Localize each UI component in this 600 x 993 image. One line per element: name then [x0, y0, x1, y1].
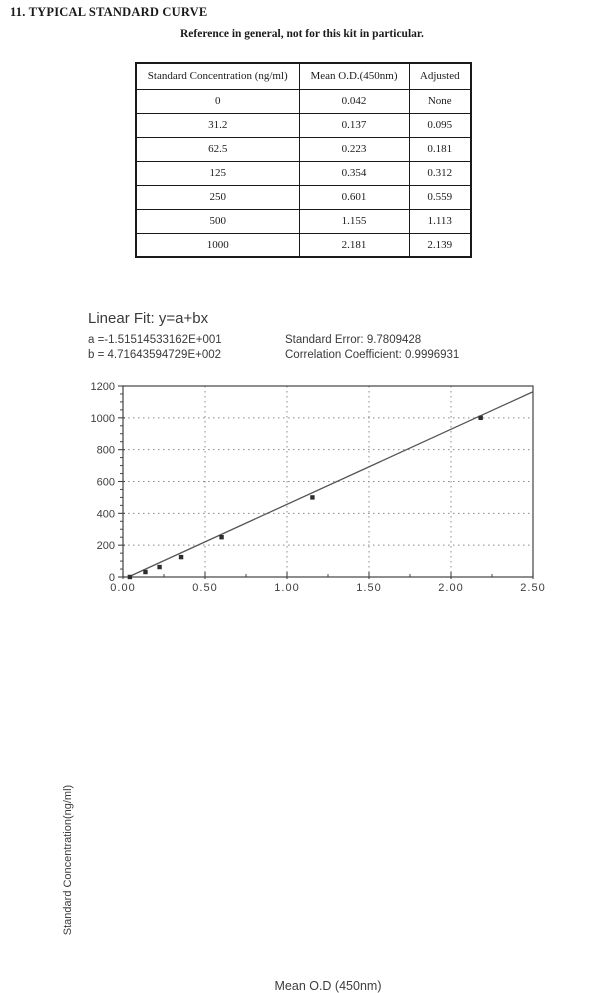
- table-cell: 31.2: [136, 113, 299, 137]
- table-row: [136, 185, 471, 209]
- linear-fit-title: Linear Fit: y=a+bx: [88, 310, 209, 327]
- data-point: [157, 565, 161, 569]
- fit-slope-b: b = 4.71643594729E+002: [88, 349, 222, 361]
- data-point: [143, 570, 147, 574]
- x-tick-label: 0.50: [192, 582, 218, 594]
- table-cell: 0.223: [299, 137, 409, 161]
- y-tick-label: 1200: [90, 381, 115, 393]
- table-cell: 0.312: [409, 161, 471, 185]
- y-tick-label: 800: [96, 444, 115, 457]
- page-title: 11. TYPICAL STANDARD CURVE: [10, 5, 208, 19]
- y-tick-label: 600: [96, 476, 115, 489]
- x-axis-title: Mean O.D (450nm): [274, 979, 382, 993]
- table-header-concentration: Standard Concentration (ng/ml): [136, 63, 299, 89]
- table-cell: 1000: [136, 233, 299, 257]
- y-tick-label: 0: [108, 572, 115, 584]
- table-row: [136, 209, 471, 233]
- table-row: [136, 113, 471, 137]
- table-cell: 1.155: [299, 209, 409, 233]
- table-cell: 0: [136, 89, 299, 113]
- table-cell: 0.559: [409, 185, 471, 209]
- x-tick-label: 2.50: [520, 582, 546, 594]
- chart-canvas: [0, 378, 600, 630]
- y-tick-label: 200: [96, 540, 115, 553]
- table-cell: 0.137: [299, 113, 409, 137]
- table-cell: None: [409, 89, 471, 113]
- data-point: [128, 575, 132, 579]
- table-cell: 500: [136, 209, 299, 233]
- table-header-row: [136, 63, 471, 89]
- table-cell: 0.042: [299, 89, 409, 113]
- data-point: [478, 416, 482, 420]
- fit-intercept-a: a =-1.51514533162E+001: [88, 334, 222, 346]
- y-axis-title: Standard Concentration(ng/ml): [62, 784, 74, 936]
- table-cell: 2.139: [409, 233, 471, 257]
- table-cell: 62.5: [136, 137, 299, 161]
- fit-standard-error: Standard Error: 9.7809428: [285, 334, 422, 346]
- table-cell: 250: [136, 185, 299, 209]
- table-row: [136, 233, 471, 257]
- x-tick-label: 2.00: [438, 582, 464, 594]
- fit-correlation-coefficient: Correlation Coefficient: 0.9996931: [285, 349, 460, 361]
- table-header-od: Mean O.D.(450nm): [299, 63, 409, 89]
- page-subtitle: Reference in general, not for this kit in particular.: [180, 28, 424, 40]
- table-cell: 0.095: [409, 113, 471, 137]
- data-point: [219, 535, 223, 539]
- table-row: [136, 89, 471, 113]
- data-point: [310, 495, 314, 499]
- table-row: [136, 137, 471, 161]
- table-cell: 0.354: [299, 161, 409, 185]
- standard-curve-chart: [0, 378, 600, 993]
- x-tick-label: 0.00: [110, 582, 136, 594]
- y-tick-label: 400: [96, 508, 115, 521]
- fit-line: [128, 392, 533, 577]
- x-tick-label: 1.00: [274, 582, 300, 594]
- standard-curve-table: [135, 62, 472, 258]
- table-cell: 125: [136, 161, 299, 185]
- table-row: [136, 161, 471, 185]
- table-header-adjusted: Adjusted: [409, 63, 471, 89]
- table-cell: 2.181: [299, 233, 409, 257]
- data-point: [179, 555, 183, 559]
- x-tick-label: 1.50: [356, 582, 382, 594]
- y-tick-label: 1000: [90, 412, 115, 425]
- table-cell: 0.181: [409, 137, 471, 161]
- table-cell: 1.113: [409, 209, 471, 233]
- table-cell: 0.601: [299, 185, 409, 209]
